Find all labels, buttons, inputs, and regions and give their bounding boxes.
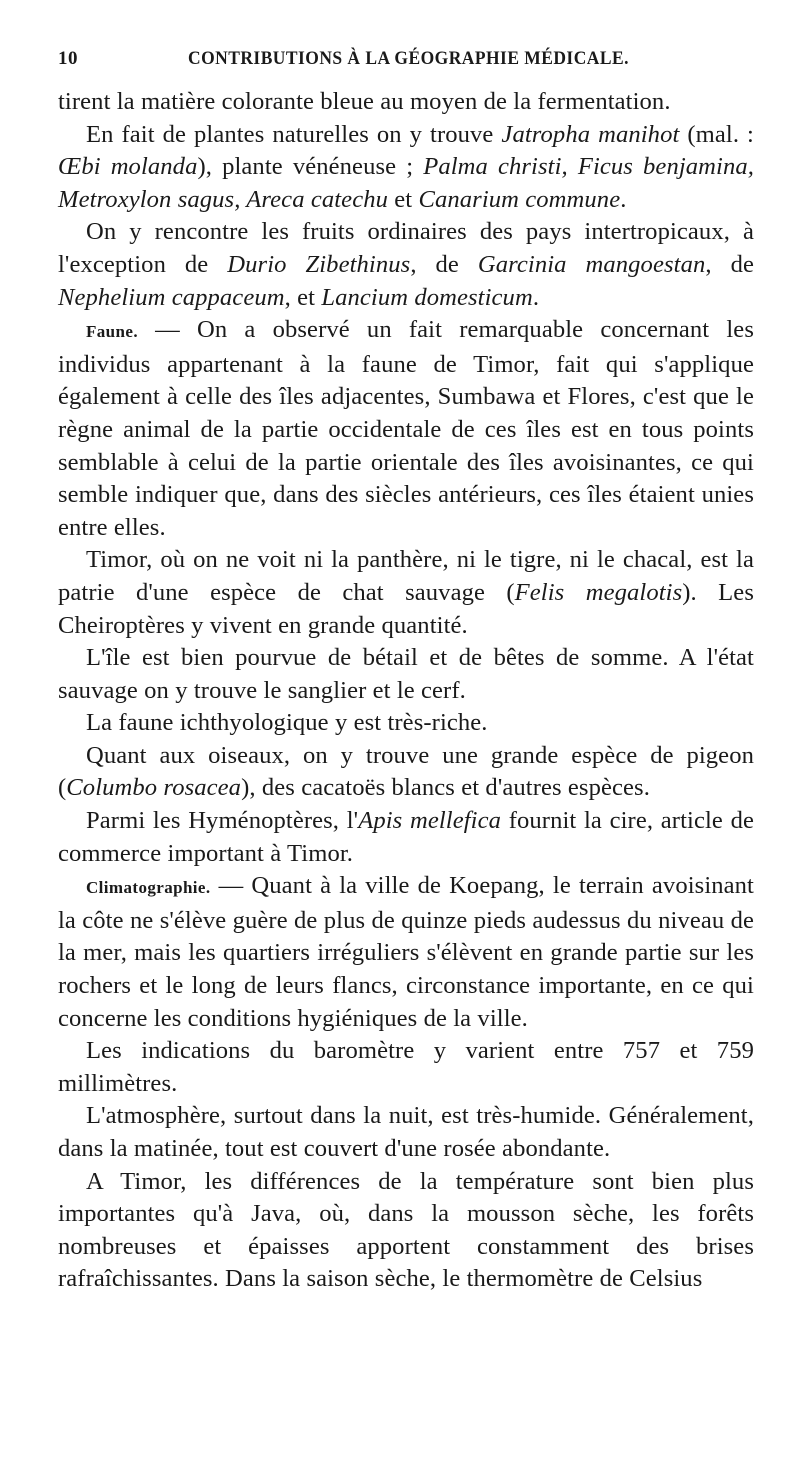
- italic-term: Columbo rosacea: [66, 774, 242, 802]
- italic-term: Jatropha manihot: [501, 120, 680, 148]
- text-segment: — Quant à la ville de Koepang, le terrain avoisinant la côte ne s'élève guère de plus de quinze pieds audessus du niveau de la mer, mais les quartiers irréguliers s'élèvent en grande partie sur les rochers et le long de leurs flancs, circonstance importante, en ce qui concerne les conditions hygiéniques de la ville.: [58, 872, 754, 1032]
- text-segment: La faune ichthyologique y est très-riche.: [86, 709, 488, 737]
- running-head: CONTRIBUTIONS À LA GÉOGRAPHIE MÉDICALE.: [188, 48, 629, 69]
- italic-term: Lancium domesticum: [321, 283, 533, 311]
- text-segment: A Timor, les différences de la température sont bien plus importantes qu'à Java, où, dans la mousson sèche, les forêts nombreuses et épaisses apportent constamment des brises rafraîchissantes. Dans la saison sèche, le thermomètre de Celsius: [58, 1167, 754, 1293]
- text-segment: (mal. :: [679, 120, 754, 148]
- italic-term: Felis megalotis: [514, 578, 683, 606]
- paragraph: [58, 740, 754, 805]
- text-segment: Parmi les Hyménoptères, l': [86, 807, 359, 835]
- paragraph: [58, 119, 754, 217]
- page-header: [58, 48, 754, 80]
- paragraph: [58, 544, 754, 642]
- text-segment: ), plante vénéneuse ;: [197, 153, 424, 181]
- italic-term: Durio Zibethinus: [227, 250, 411, 278]
- text-segment: , de: [410, 250, 478, 278]
- paragraph: [58, 642, 754, 707]
- text-segment: .: [532, 283, 540, 311]
- paragraph: [58, 1166, 754, 1296]
- section-heading: Faune.: [86, 322, 138, 342]
- text-segment: ). Les Cheiroptères y vivent en grande quantité.: [58, 578, 754, 639]
- text-segment: — On a observé un fait remarquable concernant les individus appartenant à la faune de Timor, fait qui s'applique également à celle des îles adjacentes, Sumbawa et Flores, c'est que le règne animal de la partie occidentale de ces îles est en tous points semblable à celui de la partie orientale des îles avoisinantes, ce qui semble indiquer que, dans des siècles antérieurs, ces îles étaient unies entre elles.: [58, 316, 754, 541]
- paragraph: [58, 1035, 754, 1100]
- text-segment: ), des cacatoës blancs et d'autres espèces.: [241, 774, 650, 802]
- text-segment: Les indications du baromètre y varient entre 757 et 759 millimètres.: [58, 1037, 754, 1097]
- italic-term: Garcinia mangoestan: [477, 250, 706, 278]
- text-segment: .: [620, 185, 627, 213]
- text-segment: On y rencontre les fruits ordinaires des pays intertropicaux, à l'exception de: [58, 218, 754, 278]
- text-segment: , et: [284, 283, 322, 311]
- paragraph: [58, 805, 754, 870]
- text-segment: fournit la cire, article de commerce important à Timor.: [58, 807, 754, 867]
- paragraph: [58, 314, 754, 544]
- section-heading: Climatographie.: [86, 878, 211, 898]
- text-segment: En fait de plantes naturelles on y trouve: [86, 120, 502, 148]
- page-number: 10: [58, 48, 78, 69]
- text-segment: L'atmosphère, surtout dans la nuit, est très-humide. Généralement, dans la matinée, tout est couvert d'une rosée abondante.: [58, 1102, 754, 1162]
- paragraph: [58, 86, 754, 119]
- paragraph: [58, 707, 754, 740]
- text-segment: , de: [705, 250, 754, 278]
- italic-term: Nephelium cappaceum: [58, 283, 285, 311]
- text-segment: et: [388, 185, 419, 213]
- paragraph: [58, 870, 754, 1035]
- text-segment: L'île est bien pourvue de bétail et de bêtes de somme. A l'état sauvage on y trouve le sanglier et le cerf.: [58, 644, 754, 704]
- paragraph: [58, 216, 754, 314]
- text-segment: Quant aux oiseaux, on y trouve une grande espèce de pigeon (: [58, 741, 754, 802]
- text-segment: Timor, où on ne voit ni la panthère, ni le tigre, ni le chacal, est la patrie d'une espèce de chat sauvage (: [58, 546, 754, 606]
- text-segment: tirent la matière colorante bleue au moyen de la fermentation.: [58, 88, 671, 115]
- italic-term: Apis mellefica: [358, 807, 502, 835]
- body-text: [58, 86, 754, 1296]
- italic-term: Œbi molanda: [58, 153, 198, 181]
- paragraph: [58, 1100, 754, 1165]
- italic-term: Canarium commune: [418, 185, 621, 213]
- book-page: [58, 48, 754, 1296]
- italic-term: Palma christi, Ficus benjamina, Metroxylon sagus, Areca catechu: [58, 153, 755, 213]
